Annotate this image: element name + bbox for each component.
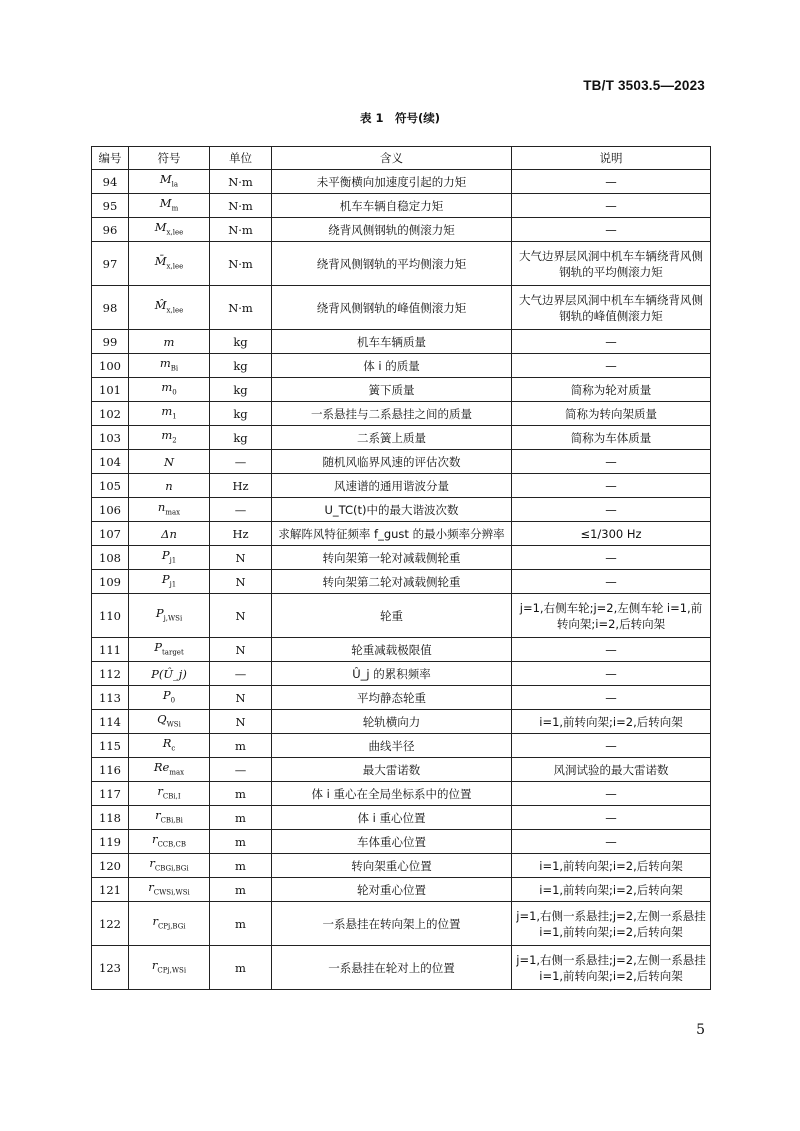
- symbol-main: P: [154, 639, 162, 654]
- cell-meaning: 平均静态轮重: [272, 686, 512, 710]
- cell-note: i=1,前转向架;i=2,后转向架: [512, 878, 711, 902]
- cell-symbol: [129, 194, 210, 218]
- cell-unit: m: [210, 734, 272, 758]
- cell-note: —: [512, 806, 711, 830]
- symbol-main: m: [159, 355, 171, 370]
- cell-meaning: 最大雷诺数: [272, 758, 512, 782]
- cell-no: 105: [92, 474, 129, 498]
- symbol-main: m: [163, 334, 175, 349]
- symbol-main: P: [161, 571, 170, 586]
- cell-symbol: [129, 854, 210, 878]
- cell-note: —: [512, 734, 711, 758]
- table-row: [92, 330, 711, 354]
- symbol-main: N: [163, 454, 175, 469]
- cell-note: 风洞试验的最大雷诺数: [512, 758, 711, 782]
- cell-unit: —: [210, 450, 272, 474]
- cell-meaning: 体 i 的质量: [272, 354, 512, 378]
- cell-symbol: [129, 638, 210, 662]
- column-header-symbol: 符号: [129, 147, 210, 170]
- symbol-main: Δn: [161, 526, 177, 541]
- cell-no: 103: [92, 426, 129, 450]
- column-header-unit: 单位: [210, 147, 272, 170]
- cell-note: 简称为轮对质量: [512, 378, 711, 402]
- table-row: [92, 450, 711, 474]
- table-row: [92, 830, 711, 854]
- cell-unit: kg: [210, 378, 272, 402]
- cell-symbol: [129, 522, 210, 546]
- cell-no: 115: [92, 734, 129, 758]
- cell-no: 110: [92, 594, 129, 638]
- cell-symbol: [129, 758, 210, 782]
- table-row: [92, 638, 711, 662]
- table-row: [92, 902, 711, 946]
- table-row: [92, 242, 711, 286]
- table-header-row: [92, 147, 711, 170]
- table-row: [92, 474, 711, 498]
- cell-meaning: 绕背风侧钢轨的峰值侧滚力矩: [272, 286, 512, 330]
- symbol-subscript: CBi,Bi: [160, 816, 183, 825]
- symbol-subscript: target: [161, 648, 184, 657]
- cell-meaning: 轮重: [272, 594, 512, 638]
- symbol-subscript: j1: [169, 556, 177, 565]
- cell-symbol: [129, 546, 210, 570]
- symbol-main: r: [155, 807, 161, 822]
- symbol-subscript: 0: [172, 388, 177, 397]
- symbol-main: M: [159, 171, 172, 186]
- cell-meaning: 转向架重心位置: [272, 854, 512, 878]
- table-row: [92, 758, 711, 782]
- cell-unit: m: [210, 902, 272, 946]
- table-row: [92, 378, 711, 402]
- table-row: [92, 522, 711, 546]
- cell-no: 119: [92, 830, 129, 854]
- symbol-main: P(Û_j): [151, 666, 187, 681]
- symbol-main: M̄: [154, 253, 167, 268]
- symbol-subscript: CCB,CB: [157, 840, 187, 849]
- table-row: [92, 662, 711, 686]
- cell-symbol: [129, 570, 210, 594]
- page-number: 5: [696, 1022, 705, 1038]
- table-row: [92, 170, 711, 194]
- symbol-main: m: [161, 379, 173, 394]
- cell-note: 大气边界层风洞中机车车辆绕背风侧钢轨的峰值侧滚力矩: [512, 286, 711, 330]
- symbol-subscript: 2: [172, 436, 177, 445]
- cell-no: 109: [92, 570, 129, 594]
- table-row: [92, 806, 711, 830]
- cell-symbol: [129, 806, 210, 830]
- cell-symbol: [129, 474, 210, 498]
- cell-unit: N·m: [210, 170, 272, 194]
- cell-note: —: [512, 218, 711, 242]
- symbol-subscript: CBGi,BGi: [154, 864, 189, 873]
- table-row: [92, 286, 711, 330]
- symbol-main: m: [161, 403, 173, 418]
- cell-note: i=1,前转向架;i=2,后转向架: [512, 854, 711, 878]
- cell-no: 108: [92, 546, 129, 570]
- cell-note: 简称为转向架质量: [512, 402, 711, 426]
- cell-unit: N·m: [210, 218, 272, 242]
- cell-symbol: [129, 330, 210, 354]
- cell-note: j=1,右侧车轮;j=2,左侧车轮 i=1,前转向架;i=2,后转向架: [512, 594, 711, 638]
- cell-meaning: 一系悬挂在轮对上的位置: [272, 946, 512, 990]
- cell-meaning: 机车车辆自稳定力矩: [272, 194, 512, 218]
- cell-note: 大气边界层风洞中机车车辆绕背风侧钢轨的平均侧滚力矩: [512, 242, 711, 286]
- table-row: [92, 354, 711, 378]
- cell-unit: N·m: [210, 242, 272, 286]
- cell-symbol: [129, 946, 210, 990]
- cell-meaning: 未平衡横向加速度引起的力矩: [272, 170, 512, 194]
- table-row: [92, 570, 711, 594]
- cell-symbol: [129, 242, 210, 286]
- cell-unit: N·m: [210, 286, 272, 330]
- cell-no: 123: [92, 946, 129, 990]
- cell-symbol: [129, 878, 210, 902]
- symbol-main: M: [159, 195, 172, 210]
- cell-symbol: [129, 402, 210, 426]
- symbol-main: r: [157, 783, 163, 798]
- cell-meaning: 簧下质量: [272, 378, 512, 402]
- cell-no: 106: [92, 498, 129, 522]
- symbols-table: [91, 146, 711, 990]
- cell-unit: m: [210, 878, 272, 902]
- cell-meaning: Û_j 的累积频率: [272, 662, 512, 686]
- cell-symbol: [129, 450, 210, 474]
- cell-symbol: [129, 782, 210, 806]
- table-row: [92, 686, 711, 710]
- cell-no: 98: [92, 286, 129, 330]
- table-row: [92, 946, 711, 990]
- cell-meaning: 轮轨横向力: [272, 710, 512, 734]
- table-row: [92, 218, 711, 242]
- cell-meaning: 车体重心位置: [272, 830, 512, 854]
- symbol-subscript: la: [171, 180, 179, 189]
- symbol-subscript: x,lee: [166, 262, 184, 271]
- cell-symbol: [129, 830, 210, 854]
- cell-no: 114: [92, 710, 129, 734]
- symbol-main: m: [161, 427, 173, 442]
- cell-meaning: U_TC(t)中的最大谐波次数: [272, 498, 512, 522]
- cell-note: —: [512, 686, 711, 710]
- symbol-subscript: j,WSi: [163, 614, 183, 623]
- cell-no: 111: [92, 638, 129, 662]
- cell-symbol: [129, 354, 210, 378]
- cell-note: ≤1/300 Hz: [512, 522, 711, 546]
- cell-meaning: 绕背风侧钢轨的平均侧滚力矩: [272, 242, 512, 286]
- cell-meaning: 转向架第二轮对减载侧轮重: [272, 570, 512, 594]
- table-row: [92, 546, 711, 570]
- cell-symbol: [129, 734, 210, 758]
- symbol-main: r: [151, 957, 158, 972]
- cell-no: 102: [92, 402, 129, 426]
- cell-no: 97: [92, 242, 129, 286]
- symbol-main: r: [152, 913, 158, 928]
- cell-symbol: [129, 378, 210, 402]
- table-row: [92, 194, 711, 218]
- cell-unit: kg: [210, 354, 272, 378]
- symbol-subscript: j1: [169, 580, 177, 589]
- cell-unit: N: [210, 546, 272, 570]
- cell-unit: m: [210, 782, 272, 806]
- cell-unit: Hz: [210, 474, 272, 498]
- symbol-subscript: Bi: [170, 364, 179, 373]
- cell-unit: N: [210, 710, 272, 734]
- cell-symbol: [129, 686, 210, 710]
- cell-note: j=1,右侧一系悬挂;j=2,左侧一系悬挂 i=1,前转向架;i=2,后转向架: [512, 946, 711, 990]
- column-header-no: 编号: [92, 147, 129, 170]
- symbol-subscript: CWSi,WSi: [153, 888, 190, 897]
- table-row: [92, 402, 711, 426]
- symbol-subscript: max: [165, 508, 181, 517]
- cell-symbol: [129, 594, 210, 638]
- cell-no: 100: [92, 354, 129, 378]
- cell-meaning: 曲线半径: [272, 734, 512, 758]
- table-row: [92, 594, 711, 638]
- cell-symbol: [129, 286, 210, 330]
- cell-unit: kg: [210, 426, 272, 450]
- symbol-main: Q: [157, 711, 167, 726]
- cell-unit: Hz: [210, 522, 272, 546]
- cell-note: —: [512, 330, 711, 354]
- cell-note: —: [512, 830, 711, 854]
- cell-no: 96: [92, 218, 129, 242]
- table-caption: 表 1 符号(续): [359, 111, 441, 125]
- cell-no: 107: [92, 522, 129, 546]
- cell-note: —: [512, 474, 711, 498]
- symbol-subscript: WSi: [166, 720, 181, 729]
- symbol-main: n: [157, 499, 166, 514]
- table-row: [92, 782, 711, 806]
- symbol-main: r: [148, 879, 154, 894]
- cell-no: 94: [92, 170, 129, 194]
- cell-note: —: [512, 354, 711, 378]
- table-row: [92, 734, 711, 758]
- cell-note: i=1,前转向架;i=2,后转向架: [512, 710, 711, 734]
- cell-unit: N·m: [210, 194, 272, 218]
- symbol-subscript: CBi,I: [162, 792, 181, 801]
- cell-meaning: 随机风临界风速的评估次数: [272, 450, 512, 474]
- table-row: [92, 854, 711, 878]
- column-header-meaning: 含义: [272, 147, 512, 170]
- cell-unit: —: [210, 498, 272, 522]
- column-header-note: 说明: [512, 147, 711, 170]
- cell-note: —: [512, 782, 711, 806]
- cell-note: 简称为车体质量: [512, 426, 711, 450]
- cell-unit: —: [210, 662, 272, 686]
- cell-meaning: 机车车辆质量: [272, 330, 512, 354]
- cell-unit: m: [210, 946, 272, 990]
- cell-note: —: [512, 546, 711, 570]
- cell-note: —: [512, 450, 711, 474]
- cell-note: —: [512, 498, 711, 522]
- symbol-main: Re: [153, 759, 170, 774]
- cell-no: 101: [92, 378, 129, 402]
- cell-meaning: 风速谱的通用谐波分量: [272, 474, 512, 498]
- cell-no: 117: [92, 782, 129, 806]
- cell-no: 121: [92, 878, 129, 902]
- symbol-subscript: CPj,BGi: [157, 922, 186, 931]
- cell-meaning: 轮对重心位置: [272, 878, 512, 902]
- cell-meaning: 转向架第一轮对减载侧轮重: [272, 546, 512, 570]
- cell-no: 122: [92, 902, 129, 946]
- cell-meaning: 绕背风侧钢轨的侧滚力矩: [272, 218, 512, 242]
- cell-symbol: [129, 218, 210, 242]
- cell-symbol: [129, 426, 210, 450]
- table-row: [92, 426, 711, 450]
- table-row: [92, 710, 711, 734]
- symbol-main: P: [162, 687, 171, 702]
- cell-note: —: [512, 662, 711, 686]
- cell-unit: N: [210, 638, 272, 662]
- symbol-main: r: [151, 831, 158, 846]
- symbol-subscript: 1: [172, 412, 177, 421]
- cell-symbol: [129, 710, 210, 734]
- cell-no: 95: [92, 194, 129, 218]
- symbol-subscript: max: [169, 768, 185, 777]
- cell-unit: N: [210, 570, 272, 594]
- cell-no: 116: [92, 758, 129, 782]
- symbol-main: n: [165, 478, 173, 493]
- cell-note: —: [512, 194, 711, 218]
- cell-no: 113: [92, 686, 129, 710]
- cell-symbol: [129, 498, 210, 522]
- cell-unit: m: [210, 806, 272, 830]
- cell-unit: N: [210, 686, 272, 710]
- cell-unit: kg: [210, 402, 272, 426]
- cell-symbol: [129, 170, 210, 194]
- cell-meaning: 轮重减载极限值: [272, 638, 512, 662]
- cell-meaning: 体 i 重心在全局坐标系中的位置: [272, 782, 512, 806]
- table-row: [92, 498, 711, 522]
- cell-unit: N: [210, 594, 272, 638]
- cell-symbol: [129, 662, 210, 686]
- cell-unit: —: [210, 758, 272, 782]
- symbol-main: P: [155, 605, 164, 620]
- cell-no: 104: [92, 450, 129, 474]
- cell-no: 120: [92, 854, 129, 878]
- cell-meaning: 体 i 重心位置: [272, 806, 512, 830]
- cell-no: 99: [92, 330, 129, 354]
- symbol-main: M̂: [154, 297, 167, 312]
- symbol-subscript: c: [171, 744, 176, 753]
- cell-unit: kg: [210, 330, 272, 354]
- symbol-subscript: x,lee: [166, 306, 184, 315]
- symbol-main: P: [161, 547, 170, 562]
- cell-meaning: 一系悬挂在转向架上的位置: [272, 902, 512, 946]
- cell-meaning: 二系簧上质量: [272, 426, 512, 450]
- cell-no: 118: [92, 806, 129, 830]
- cell-note: j=1,右侧一系悬挂;j=2,左侧一系悬挂 i=1,前转向架;i=2,后转向架: [512, 902, 711, 946]
- symbol-subscript: m: [171, 204, 179, 213]
- cell-note: —: [512, 570, 711, 594]
- symbol-main: M: [154, 219, 167, 234]
- cell-note: —: [512, 170, 711, 194]
- symbol-main: R: [162, 735, 172, 750]
- symbol-subscript: 0: [170, 696, 176, 705]
- symbol-subscript: CPj,WSi: [157, 966, 187, 975]
- cell-meaning: 一系悬挂与二系悬挂之间的质量: [272, 402, 512, 426]
- cell-note: —: [512, 638, 711, 662]
- cell-meaning: 求解阵风特征频率 f_gust 的最小频率分辨率: [272, 522, 512, 546]
- cell-unit: m: [210, 830, 272, 854]
- table-row: [92, 878, 711, 902]
- symbol-subscript: x,lee: [166, 228, 184, 237]
- cell-unit: m: [210, 854, 272, 878]
- cell-symbol: [129, 902, 210, 946]
- standard-number: TB/T 3503.5—2023: [583, 78, 705, 93]
- symbol-main: r: [149, 855, 155, 870]
- cell-no: 112: [92, 662, 129, 686]
